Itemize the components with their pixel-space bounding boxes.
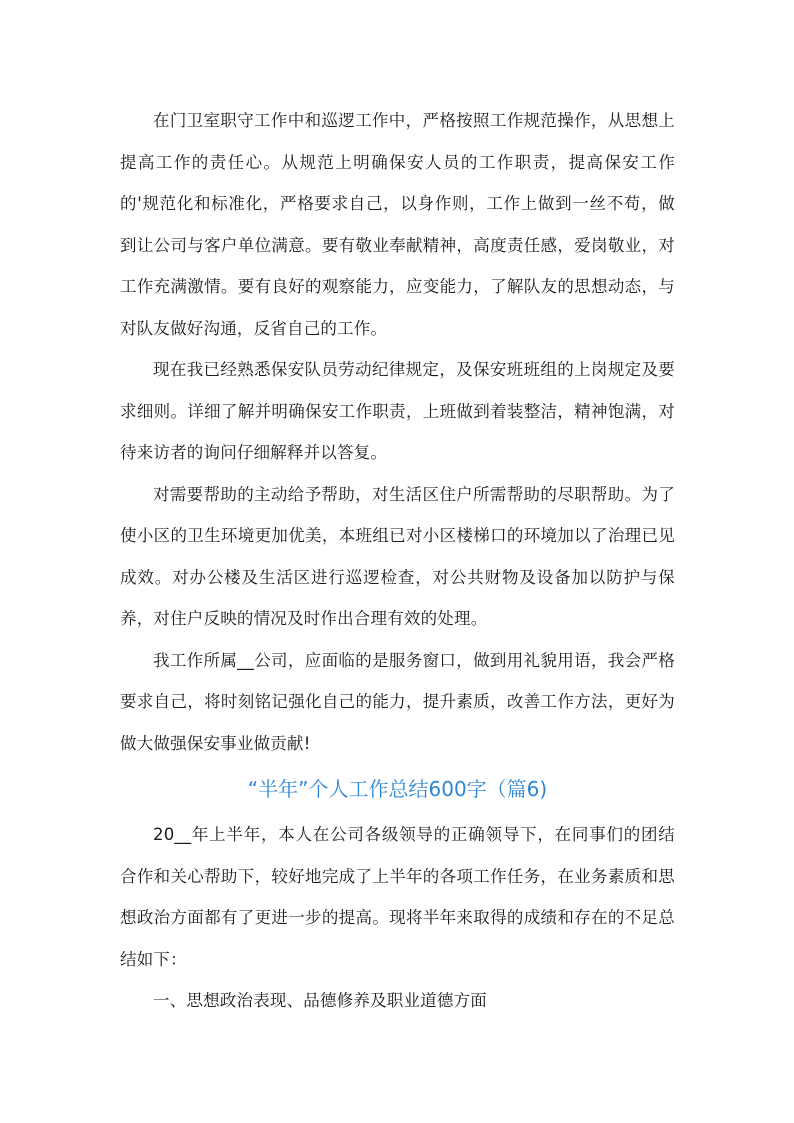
section-heading: “半年”个人工作总结600字（篇6): [247, 777, 548, 801]
paragraph-commitment: 我工作所属__公司，应面临的是服务窗口，做到用礼貌用语，我会严格要求自己，将时刻铭记强化自己的能力，提升素质，改善工作方法，更好为做大做强保安事业做贡献!: [120, 650, 675, 753]
document-body: [120, 100, 675, 1022]
paragraph-duty: 在门卫室职守工作中和巡逻工作中，严格按照工作规范操作，从思想上提高工作的责任心。从规范上明确保安人员的工作职责，提高保安工作的'规范化和标准化，严格要求自己，以身作则，工作上做到一丝不苟，做到让公司与客户单位满意。要有敬业奉献精神，高度责任感，爱岗敬业，对工作充满激情。要有良好的观察能力，应变能力，了解队友的思想动态，与对队友做好沟通，反省自己的工作。: [120, 111, 675, 338]
paragraph-section-one: 一、思想政治表现、品德修养及职业道德方面: [153, 991, 487, 1010]
paragraph-intro: 20__年上半年，本人在公司各级领导的正确领导下，在同事们的团结合作和关心帮助下，较好地完成了上半年的各项工作任务，在业务素质和思想政治方面都有了更进一步的提高。现将半年来取得的成绩和存在的不足总结如下：: [120, 825, 675, 969]
paragraph-help: 对需要帮助的主动给予帮助，对生活区住户所需帮助的尽职帮助。为了使小区的卫生环境更加优美，本班组已对小区楼梯口的环境加以了治理已见成效。对办公楼及生活区进行巡逻检查，对公共财物及设备加以防护与保养，对住户反映的情况及时作出合理有效的处理。: [120, 484, 675, 628]
paragraph-discipline: 现在我已经熟悉保安队员劳动纪律规定，及保安班班组的上岗规定及要求细则。详细了解并明确保安工作职责，上班做到着装整洁，精神饱满，对待来访者的询问仔细解释并以答复。: [120, 360, 675, 462]
